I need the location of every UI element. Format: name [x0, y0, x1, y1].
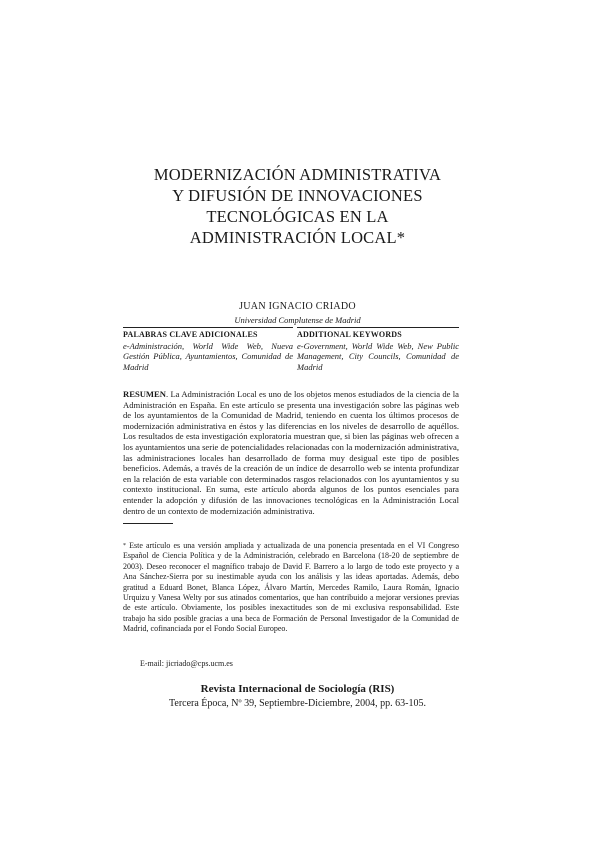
- title-line: TECNOLÓGICAS EN LA: [206, 207, 389, 226]
- abstract-label: RESUMEN: [123, 389, 166, 399]
- title-line: ADMINISTRACIÓN LOCAL*: [189, 228, 406, 247]
- title-line: Y DIFUSIÓN DE INNOVACIONES: [172, 186, 423, 205]
- journal-name: Revista Internacional de Sociología (RIS): [200, 683, 395, 695]
- footnote: [123, 541, 459, 635]
- journal-issue: Tercera Época, Nº 39, Septiembre-Diciembre, 2004, pp. 63-105.: [168, 698, 427, 709]
- keywords-es: [123, 327, 293, 372]
- keywords-en: [297, 327, 459, 372]
- title-line: MODERNIZACIÓN ADMINISTRATIVA: [153, 165, 442, 184]
- keywords-en-text: e-Government, World Wide Web, New Public Management, City Councils, Comunidad de Madrid: [297, 340, 459, 372]
- keywords-en-heading: ADDITIONAL KEYWORDS: [297, 327, 459, 341]
- abstract-text: La Administración Local es uno de los objetos menos estudiados de la ciencia de la Administración en España. En este artículo se presenta una investigación sobre las páginas web de los ayuntamientos de la Comunidad de Madrid, teniendo en cuenta los últimos procesos de modernización administrativa en éstos y las diferencias en los niveles de desarrollo de aquéllos. Los resultados de esta investigación exploratoria muestran que, si bien las páginas web ofrecen a los ayuntamientos una serie de potencialidades relacionadas con la modernización administrativa, las administraciones locales han desarrollado de forma muy desigual este tipo de posibles beneficios. Además, a través de la creación de un índice de desarrollo web se intenta profundizar en la relación de esta variable con determinados rasgos relacionados con los ayuntamientos y su contexto institucional. En suma, este artículo aborda algunos de los puntos esenciales para entender la adopción y difusión de las innovaciones tecnológicas en la Administración Local dentro de un contexto de modernización administrativa.: [123, 389, 459, 516]
- author-affiliation: Universidad Complutense de Madrid: [234, 315, 361, 325]
- footnote-divider: [123, 523, 173, 524]
- footnote-text: Este artículo es una versión ampliada y actualizada de una ponencia presentada en el VI Congreso Español de Ciencia Política y de la Administración, celebrado en Barcelona (18-20 de septiembre de 2003). Deseo reconocer el magnífico trabajo de David F. Barrero a lo largo de todo este proyecto y a Ana Sánchez-Sierra por su inestimable ayuda con los análisis y las ideas aportadas. Además, debo gratitud a Eduard Bonet, Blanca López, Álvaro Martín, Mercedes Ramilo, Laura Román, Ignacio Urquizu y Vanesa Welty por sus atinados comentarios, que han contribuido a mejorar versiones previas de este artículo. Obviamente, los posibles inexactitudes son de mi exclusiva responsabilidad. Este trabajo ha sido posible gracias a una beca de Formación de Personal Investigador de la Comunidad de Madrid, cofinanciada por el Fondo Social Europeo.: [123, 541, 460, 634]
- keywords-es-heading: PALABRAS CLAVE ADICIONALES: [123, 327, 293, 341]
- abstract: RESUMEN. La Administración Local es uno de los objetos menos estudiados de la ciencia de la Administración en España. En este artículo se presenta una investigación sobre las páginas web de los ayuntamientos de la Comunidad de Madrid, teniendo en cuenta los últimos procesos de modernización administrativa en éstos y las diferencias en los niveles de desarrollo de aquéllos. Los resultados de esta investigación exploratoria muestran que, si bien las páginas web ofrecen a los ayuntamientos una serie de potencialidades relacionadas con la modernización administrativa, las administraciones locales han desarrollado de forma muy desigual este tipo de posibles beneficios. Además, a través de la creación de un índice de desarrollo web se intenta profundizar en la relación de esta variable con determinados rasgos relacionados con los ayuntamientos y su contexto institucional. En suma, este artículo aborda algunos de los puntos esenciales para entender la adopción y difusión de las innovaciones tecnológicas en la Administración Local dentro de un contexto de modernización administrativa.: [123, 389, 459, 516]
- author-name: JUAN IGNACIO CRIADO: [239, 301, 356, 312]
- keywords-es-text: e-Administración, World Wide Web, Nueva Gestión Pública, Ayuntamientos, Comunidad de Madrid: [123, 340, 293, 372]
- article-title: [100, 164, 495, 248]
- author-email: E-mail: jicriado@cps.ucm.es: [140, 659, 233, 668]
- footnote-marker: *: [123, 543, 126, 549]
